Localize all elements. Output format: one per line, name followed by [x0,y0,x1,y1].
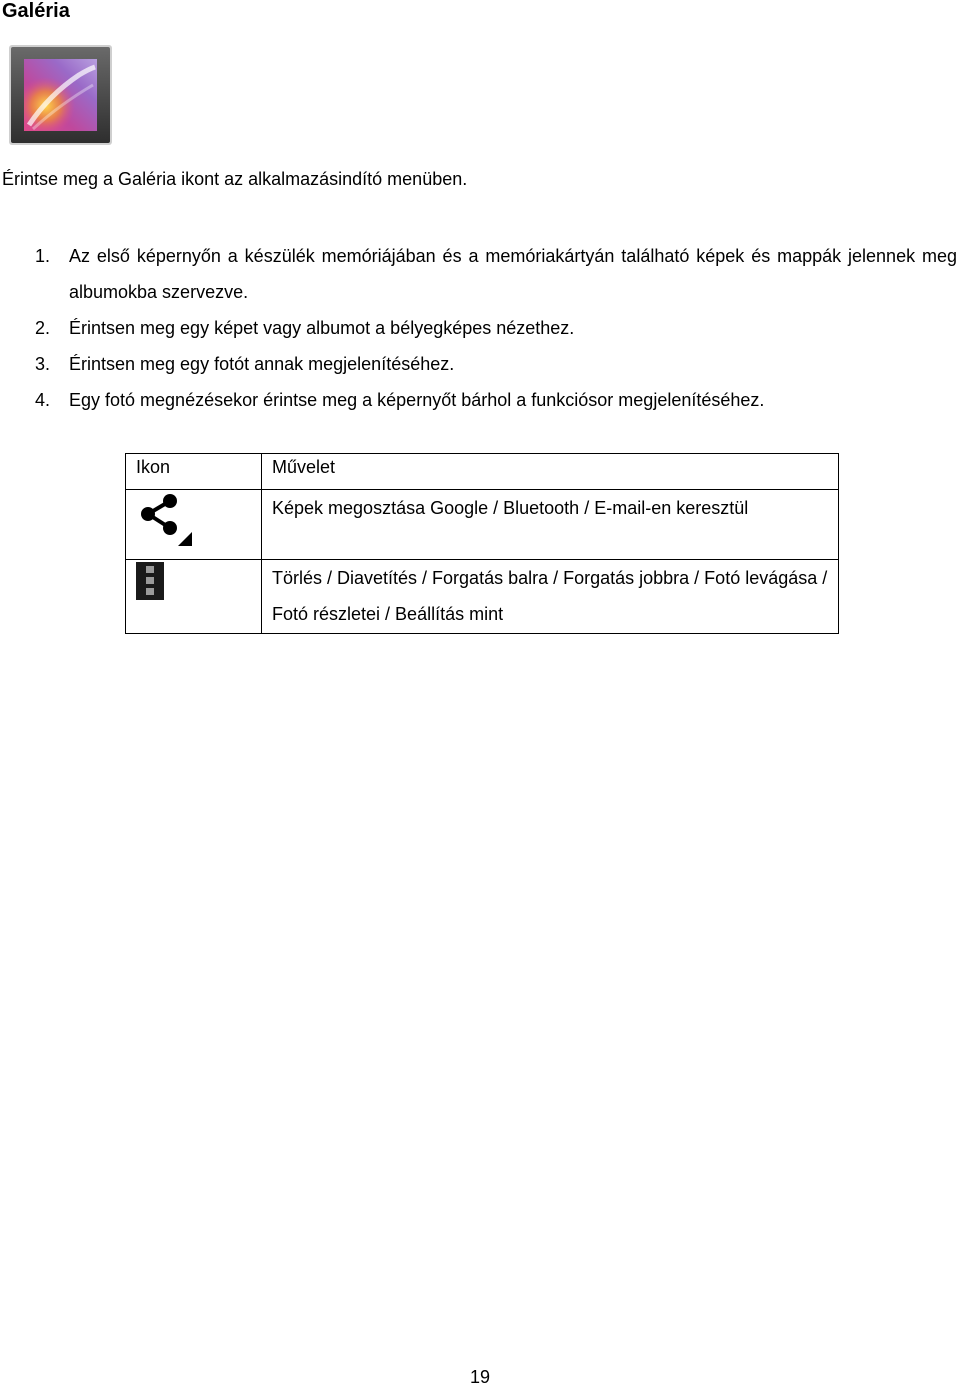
page-title: Galéria [2,0,70,22]
step-text: Egy fotó megnézésekor érintse meg a képernyőt bárhol a funkciósor megjelenítéséhez. [69,390,765,410]
more-options-icon [136,562,166,600]
header-icon: Ikon [126,454,262,490]
gallery-app-icon [9,45,112,145]
step-number: 3. [35,354,51,374]
table-row [126,490,839,560]
list-item [0,238,960,310]
action-text: Törlés / Diavetítés / Forgatás balra / Forgatás jobbra / Fotó levágása / Fotó részletei / Beállítás mint [262,560,839,634]
step-text: Érintsen meg egy fotót annak megjelenítéséhez. [69,354,455,374]
step-number: 1. [35,246,51,266]
step-text: Az első képernyőn a készülék memóriájában és a memóriakártyán található képek és mappák jelennek meg albumokba szervezve. [69,246,957,302]
step-text: Érintsen meg egy képet vagy albumot a bélyegképes nézethez. [69,318,575,338]
icon-cell [126,560,262,634]
step-number: 2. [35,318,51,338]
list-item [0,310,960,346]
step-number: 4. [35,390,51,410]
page-number: 19 [469,1367,491,1387]
table-row [126,560,839,634]
steps-list [0,238,960,418]
header-action: Művelet [262,454,839,490]
icon-cell [126,490,262,560]
action-text: Képek megosztása Google / Bluetooth / E-mail-en keresztül [262,490,839,560]
intro-text: Érintse meg a Galéria ikont az alkalmazásindító menüben. [2,169,468,189]
icon-action-table [125,453,839,634]
share-icon [136,492,196,548]
list-item [0,346,960,382]
table-header-row [126,454,839,490]
list-item [0,382,960,418]
